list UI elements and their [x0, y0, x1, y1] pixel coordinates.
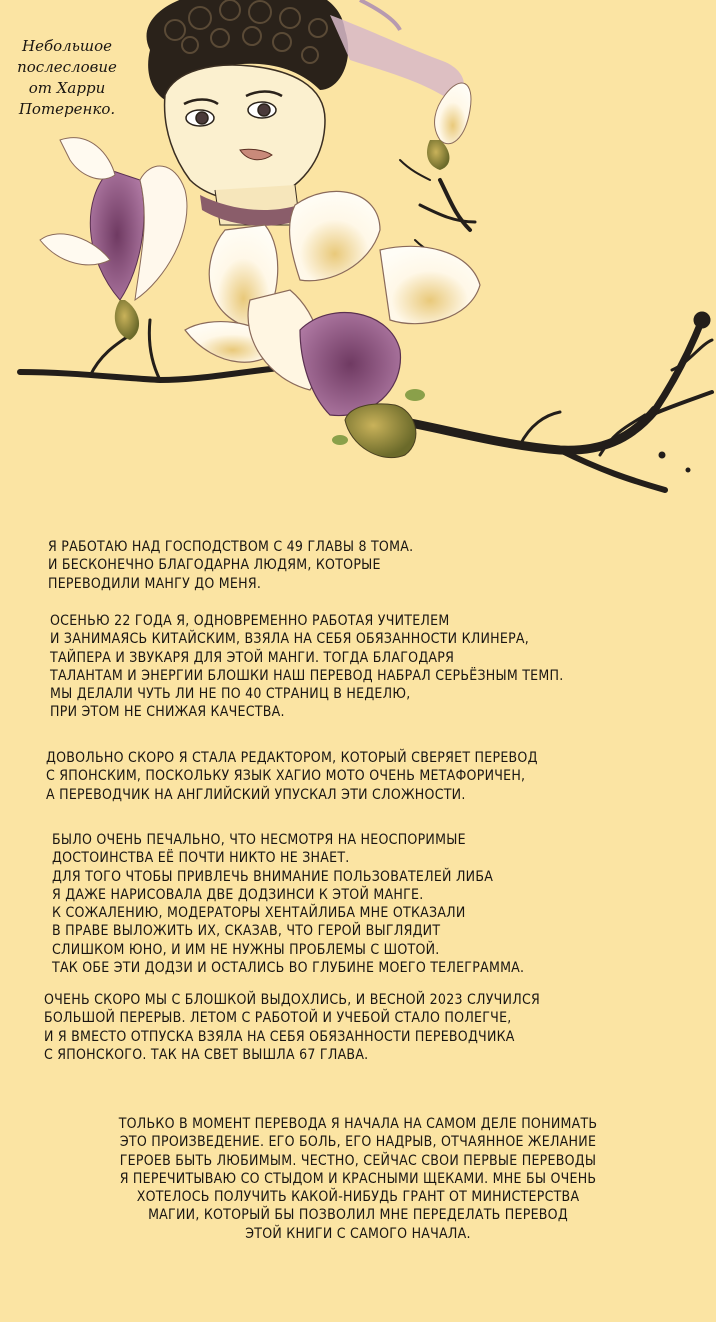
text-line: ТОЛЬКО В МОМЕНТ ПЕРЕВОДА Я НАЧАЛА НА САМОМ ДЕЛЕ ПОНИМАТЬ [118, 1116, 598, 1132]
text-line: К СОЖАЛЕНИЮ, МОДЕРАТОРЫ ХЕНТАЙЛИБА МНЕ ОТКАЗАЛИ [52, 905, 466, 922]
text-line: ТАЛАНТАМ И ЭНЕРГИИ БЛОШКИ НАШ ПЕРЕВОД НАБРАЛ СЕРЬЁЗНЫМ ТЕМП. [50, 667, 564, 684]
magnolia-left [40, 138, 187, 340]
text-line: ЭТО ПРОИЗВЕДЕНИЕ. ЕГО БОЛЬ, ЕГО НАДРЫВ, ОТЧАЯННОЕ ЖЕЛАНИЕ [119, 1134, 597, 1151]
paragraph-6 [56, 1115, 660, 1243]
text-line: ПРИ ЭТОМ НЕ СНИЖАЯ КАЧЕСТВА. [50, 704, 285, 721]
text-line: МЫ ДЕЛАЛИ ЧУТЬ ЛИ НЕ ПО 40 СТРАНИЦ В НЕДЕЛЮ, [50, 686, 411, 703]
text-line: И ЗАНИМАЯСЬ КИТАЙСКИМ, ВЗЯЛА НА СЕБЯ ОБЯЗАННОСТИ КЛИНЕРА, [50, 631, 530, 648]
signature-line: послесловие [17, 58, 117, 76]
character-face [165, 65, 325, 201]
text-line: ДОСТОИНСТВА ЕЁ ПОЧТИ НИКТО НЕ ЗНАЕТ. [52, 850, 350, 867]
text-line: Я ПЕРЕЧИТЫВАЮ СО СТЫДОМ И КРАСНЫМИ ЩЕКАМИ. МНЕ БЫ ОЧЕНЬ [119, 1170, 597, 1187]
text-line: ЭТОЙ КНИГИ С САМОГО НАЧАЛА. [245, 1225, 471, 1242]
paragraph-3 [46, 749, 538, 804]
text-line: ОСЕНЬЮ 22 ГОДА Я, ОДНОВРЕМЕННО РАБОТАЯ УЧИТЕЛЕМ [50, 613, 450, 629]
text-line: ХОТЕЛОСЬ ПОЛУЧИТЬ КАКОЙ-НИБУДЬ ГРАНТ ОТ МИНИСТЕРСТВА [136, 1189, 580, 1206]
magnolia-main [185, 191, 480, 457]
text-line: БОЛЬШОЙ ПЕРЕРЫВ. ЛЕТОМ С РАБОТОЙ И УЧЕБОЙ СТАЛО ПОЛЕГЧЕ, [44, 1010, 512, 1027]
text-line: БЫЛО ОЧЕНЬ ПЕЧАЛЬНО, ЧТО НЕСМОТРЯ НА НЕОСПОРИМЫЕ [52, 832, 466, 848]
paragraph-5 [44, 991, 540, 1064]
text-line: МАГИИ, КОТОРЫЙ БЫ ПОЗВОЛИЛ МНЕ ПЕРЕДЕЛАТЬ ПЕРЕВОД [148, 1207, 568, 1224]
text-line: ДЛЯ ТОГО ЧТОБЫ ПРИВЛЕЧЬ ВНИМАНИЕ ПОЛЬЗОВАТЕЛЕЙ ЛИБА [52, 868, 494, 885]
text-line: И Я ВМЕСТО ОТПУСКА ВЗЯЛА НА СЕБЯ ОБЯЗАННОСТИ ПЕРЕВОДЧИКА [44, 1028, 515, 1045]
paragraph-2 [50, 612, 563, 722]
paragraph-4 [52, 831, 524, 977]
text-line: ОЧЕНЬ СКОРО МЫ С БЛОШКОЙ ВЫДОХЛИСЬ, И ВЕСНОЙ 2023 СЛУЧИЛСЯ [44, 992, 540, 1008]
text-line: В ПРАВЕ ВЫЛОЖИТЬ ИХ, СКАЗАВ, ЧТО ГЕРОЙ ВЫГЛЯДИТ [52, 923, 441, 940]
text-line: А ПЕРЕВОДЧИК НА АНГЛИЙСКИЙ УПУСКАЛ ЭТИ СЛОЖНОСТИ. [46, 786, 466, 803]
text-line: СЛИШКОМ ЮНО, И ИМ НЕ НУЖНЫ ПРОБЛЕМЫ С ШОТОЙ. [52, 941, 440, 958]
text-line: Я ДАЖЕ НАРИСОВАЛА ДВЕ ДОДЗИНСИ К ЭТОЙ МАНГЕ. [52, 886, 424, 903]
text-line: ТАЙПЕРА И ЗВУКАРЯ ДЛЯ ЭТОЙ МАНГИ. ТОГДА БЛАГОДАРЯ [50, 649, 455, 666]
text-line: Я РАБОТАЮ НАД ГОСПОДСТВОМ С 49 ГЛАВЫ 8 ТОМА. [48, 539, 414, 555]
text-line: С ЯПОНСКОГО. ТАК НА СВЕТ ВЫШЛА 67 ГЛАВА. [44, 1046, 369, 1063]
text-line: ГЕРОЕВ БЫТЬ ЛЮБИМЫМ. ЧЕСТНО, СЕЙЧАС СВОИ ПЕРВЫЕ ПЕРЕВОДЫ [119, 1152, 597, 1169]
text-line: ДОВОЛЬНО СКОРО Я СТАЛА РЕДАКТОРОМ, КОТОРЫЙ СВЕРЯЕТ ПЕРЕВОД [46, 750, 538, 766]
ink-branch [395, 312, 712, 490]
signature-line: Потеренко. [18, 100, 116, 118]
signature-line: от Харри [28, 79, 106, 97]
signature-line: Небольшое [22, 37, 112, 55]
text-line: ТАК ОБЕ ЭТИ ДОДЗИ И ОСТАЛИСЬ ВО ГЛУБИНЕ МОЕГО ТЕЛЕГРАММА. [52, 960, 525, 977]
author-signature [4, 36, 130, 120]
magnolia-small [427, 83, 471, 170]
text-line: С ЯПОНСКИМ, ПОСКОЛЬКУ ЯЗЫК ХАГИО МОТО ОЧЕНЬ МЕТАФОРИЧЕН, [46, 768, 526, 785]
paragraph-1 [48, 538, 413, 593]
text-line: ПЕРЕВОДИЛИ МАНГУ ДО МЕНЯ. [48, 575, 262, 592]
text-line: И БЕСКОНЕЧНО БЛАГОДАРНА ЛЮДЯМ, КОТОРЫЕ [48, 557, 381, 574]
